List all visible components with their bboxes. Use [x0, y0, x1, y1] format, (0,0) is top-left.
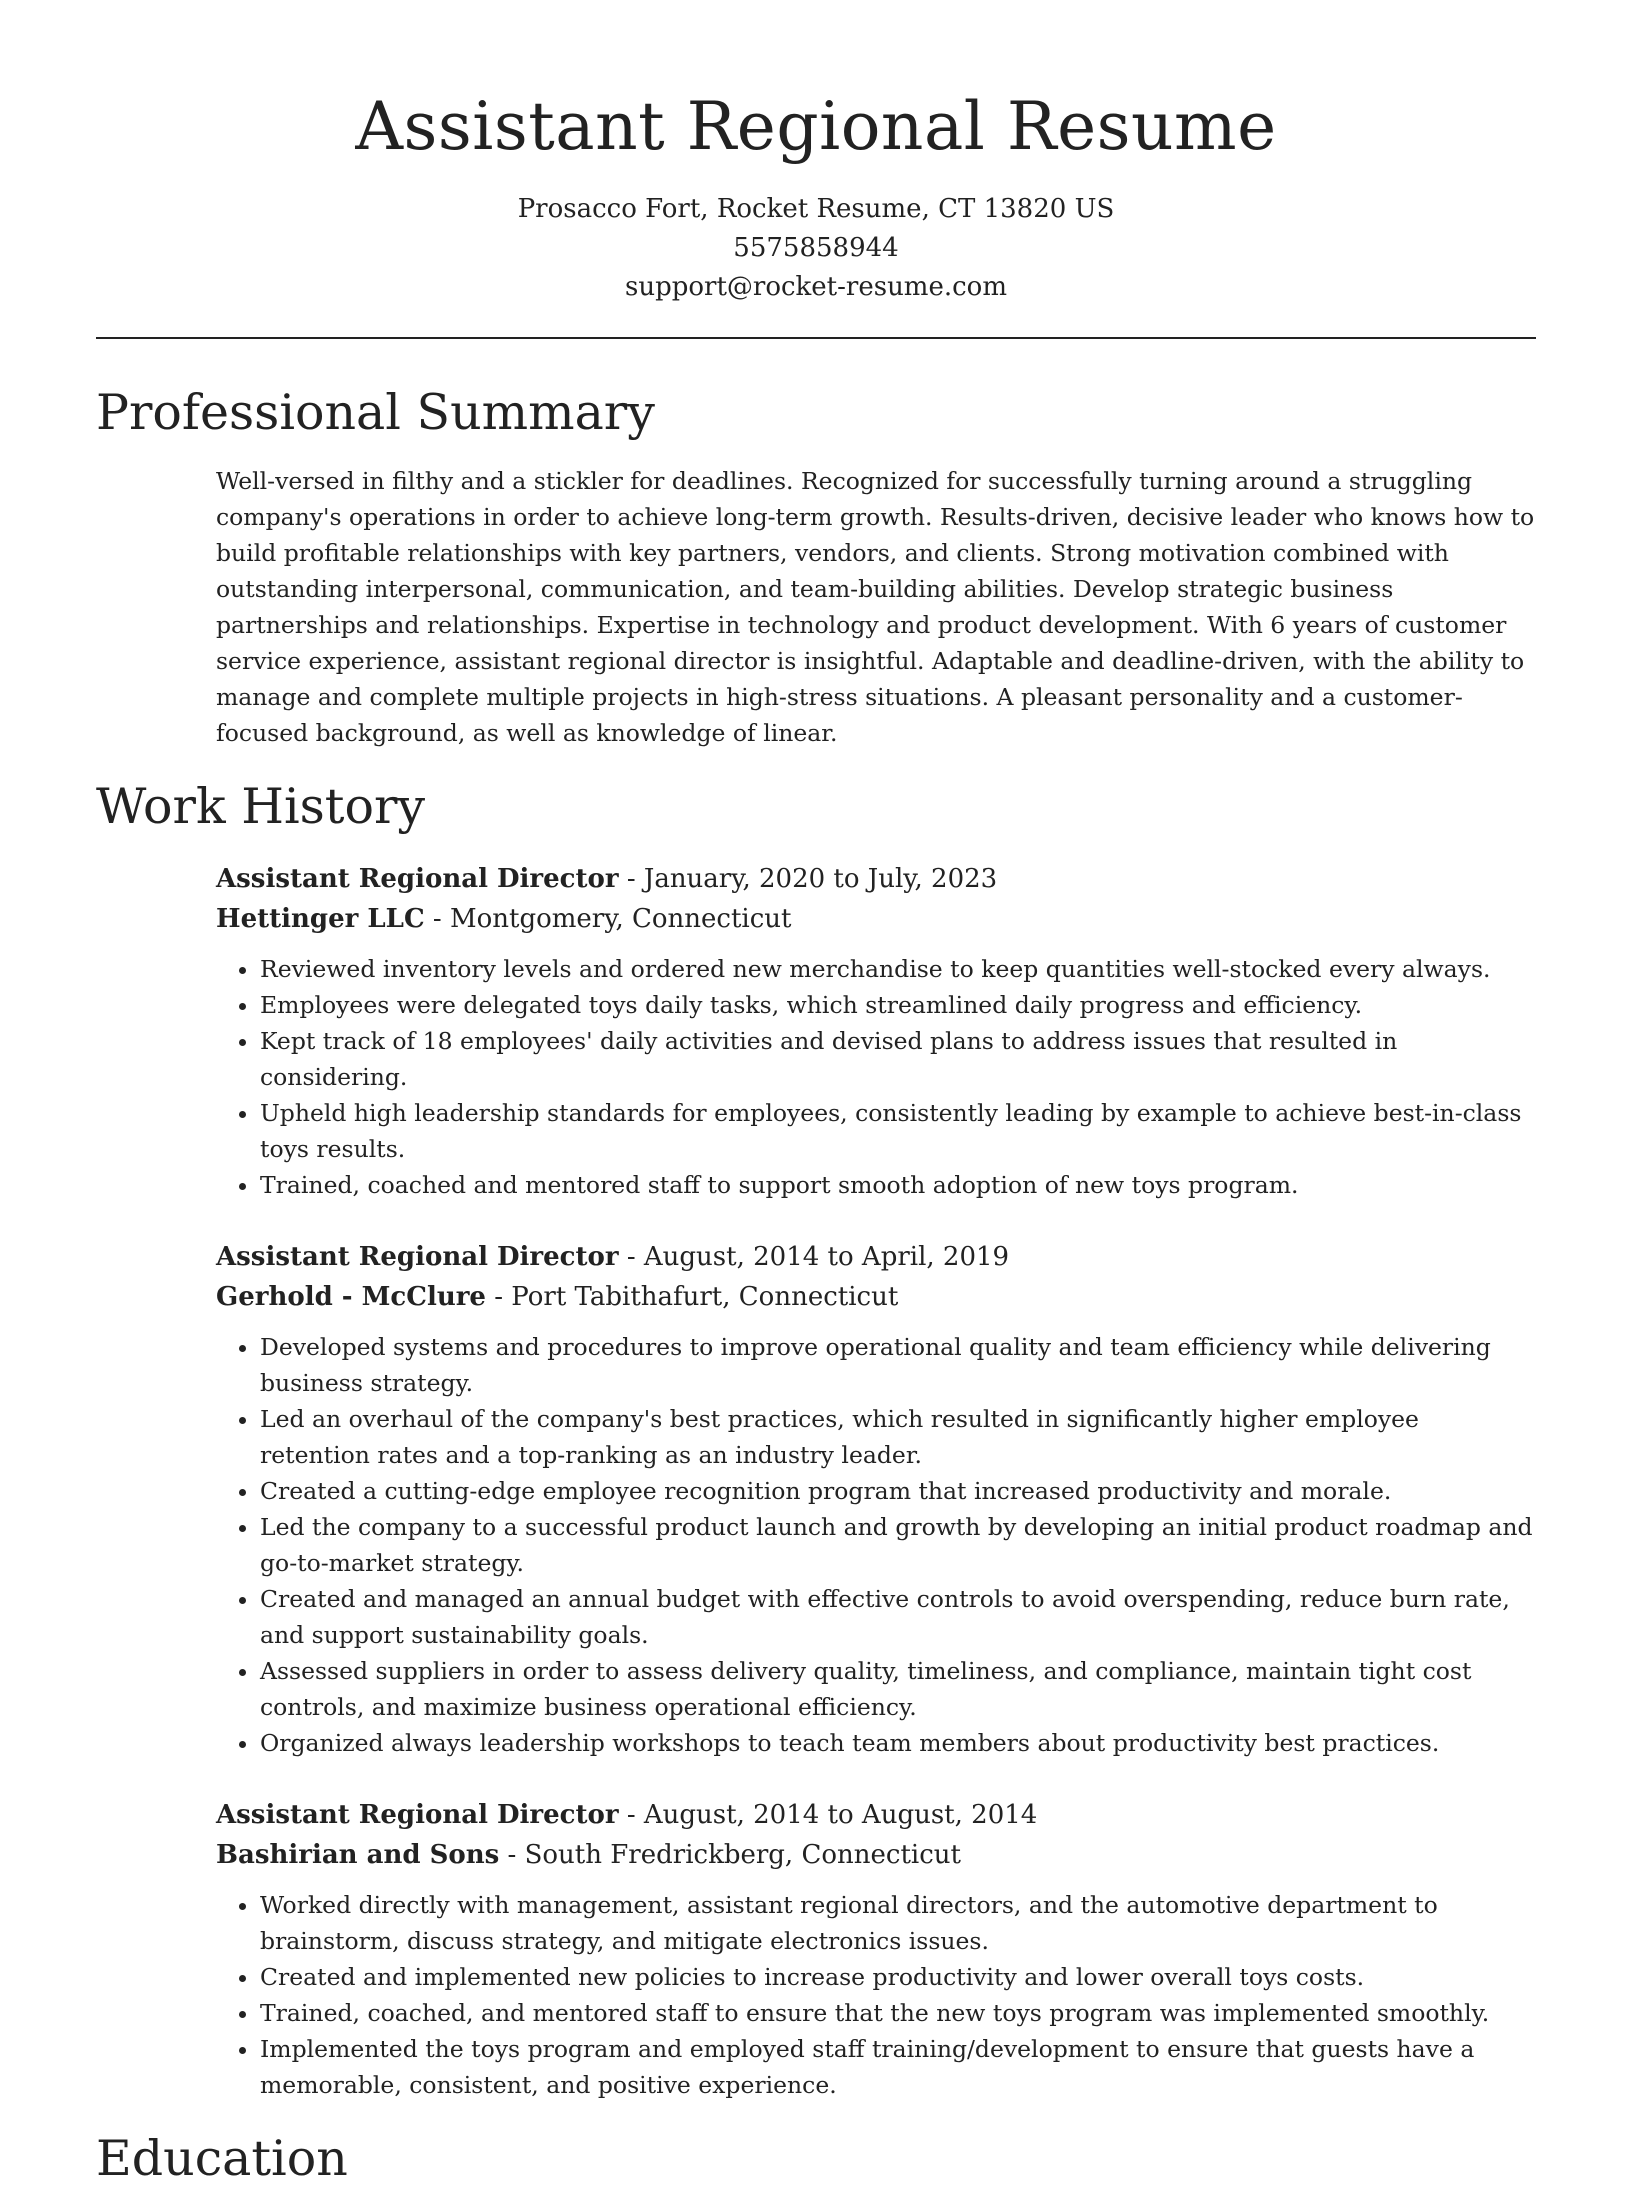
job-company-line — [216, 899, 1536, 939]
job-bullet-list — [216, 1887, 1536, 2103]
job-dates: August, 2014 to April, 2019 — [643, 1242, 1010, 1272]
job-company-line — [216, 1835, 1536, 1875]
contact-address: Prosacco Fort, Rocket Resume, CT 13820 US — [517, 194, 1115, 224]
resume-name: Assistant Regional Resume — [355, 88, 1277, 165]
job-entry — [216, 859, 1536, 1203]
job-bullet: • Led the company to a successful product launch and growth by developing an initial product roadmap and go-to-market strategy. — [260, 1509, 1536, 1581]
job-bullet: • Reviewed inventory levels and ordered new merchandise to keep quantities well-stocked every always. — [260, 951, 1536, 987]
job-company: Hettinger LLC — [216, 904, 425, 934]
resume-page — [96, 0, 1536, 2189]
job-location: Montgomery, Connecticut — [449, 904, 792, 934]
header-divider — [96, 337, 1536, 339]
contact-email: support@rocket-resume.com — [624, 272, 1007, 302]
job-location: South Fredrickberg, Connecticut — [524, 1840, 961, 1870]
job-bullet: • Created a cutting-edge employee recognition program that increased productivity and morale. — [260, 1473, 1536, 1509]
job-bullet: • Organized always leadership workshops to teach team members about productivity best practices. — [260, 1725, 1536, 1761]
contact-block — [96, 190, 1536, 307]
job-title: Assistant Regional Director — [216, 864, 619, 894]
job-separator: - — [618, 1800, 644, 1830]
summary-title: Professional Summary — [96, 384, 655, 441]
job-dates: August, 2014 to August, 2014 — [643, 1800, 1038, 1830]
job-bullet: • Implemented the toys program and employed staff training/development to ensure that guests have a memorable, consistent, and positive experience. — [260, 2031, 1536, 2103]
job-bullet: • Created and implemented new policies to increase productivity and lower overall toys costs. — [260, 1959, 1536, 1995]
job-title-line — [216, 1795, 1536, 1835]
education-section — [96, 2129, 1536, 2189]
job-separator: - — [424, 904, 450, 934]
work-title: Work History — [96, 778, 426, 835]
job-company: Gerhold - McClure — [216, 1282, 486, 1312]
job-bullet: • Assessed suppliers in order to assess delivery quality, timeliness, and compliance, maintain tight cost controls, and maximize business operational efficiency. — [260, 1653, 1536, 1725]
job-company-line — [216, 1277, 1536, 1317]
job-location: Port Tabithafurt, Connecticut — [511, 1282, 899, 1312]
job-title: Assistant Regional Director — [216, 1800, 619, 1830]
job-bullet: • Upheld high leadership standards for employees, consistently leading by example to achieve best-in-class toys results. — [260, 1095, 1536, 1167]
job-dates: January, 2020 to July, 2023 — [643, 864, 998, 894]
education-title: Education — [96, 2130, 348, 2187]
job-separator: - — [499, 1840, 525, 1870]
job-title-line — [216, 859, 1536, 899]
summary-section — [96, 383, 1536, 751]
job-separator: - — [618, 1242, 644, 1272]
contact-phone: 5575858944 — [733, 233, 899, 263]
job-bullet: • Kept track of 18 employees' daily activities and devised plans to address issues that resulted in considering. — [260, 1023, 1536, 1095]
job-bullet: • Trained, coached and mentored staff to support smooth adoption of new toys program. — [260, 1167, 1536, 1203]
job-bullet: • Worked directly with management, assistant regional directors, and the automotive department to brainstorm, discuss strategy, and mitigate electronics issues. — [260, 1887, 1536, 1959]
work-section — [96, 777, 1536, 2103]
job-bullet: • Developed systems and procedures to improve operational quality and team efficiency while delivering business strategy. — [260, 1329, 1536, 1401]
job-bullet: • Led an overhaul of the company's best practices, which resulted in significantly higher employee retention rates and a top-ranking as an industry leader. — [260, 1401, 1536, 1473]
job-bullet: • Employees were delegated toys daily tasks, which streamlined daily progress and efficiency. — [260, 987, 1536, 1023]
job-entry — [216, 1237, 1536, 1761]
summary-text: Well-versed in filthy and a stickler for deadlines. Recognized for successfully turning around a struggling company's operations in order to achieve long-term growth. Results-driven, decisive leader who knows how to build profitable relationships with key partners, vendors, and clients. Strong motivation combined with outstanding interpersonal, communication, and team-building abilities. Develop strategic business partnerships and relationships. Expertise in technology and product development. With 6 years of customer service experience, assistant regional director is insightful. Adaptable and deadline-driven, with the ability to manage and complete multiple projects in high-stress situations. A pleasant personality and a customer-focused background, as well as knowledge of linear. — [216, 467, 1535, 747]
job-title-line — [216, 1237, 1536, 1277]
job-company: Bashirian and Sons — [216, 1840, 500, 1870]
job-entry — [216, 1795, 1536, 2103]
job-bullet: • Trained, coached, and mentored staff to ensure that the new toys program was implemented smoothly. — [260, 1995, 1536, 2031]
job-bullet: • Created and managed an annual budget with effective controls to avoid overspending, reduce burn rate, and support sustainability goals. — [260, 1581, 1536, 1653]
job-title: Assistant Regional Director — [216, 1242, 619, 1272]
job-separator: - — [618, 864, 644, 894]
job-separator: - — [485, 1282, 512, 1312]
job-bullet-list — [216, 1329, 1536, 1761]
job-bullet-list — [216, 951, 1536, 1203]
resume-header — [96, 0, 1536, 307]
